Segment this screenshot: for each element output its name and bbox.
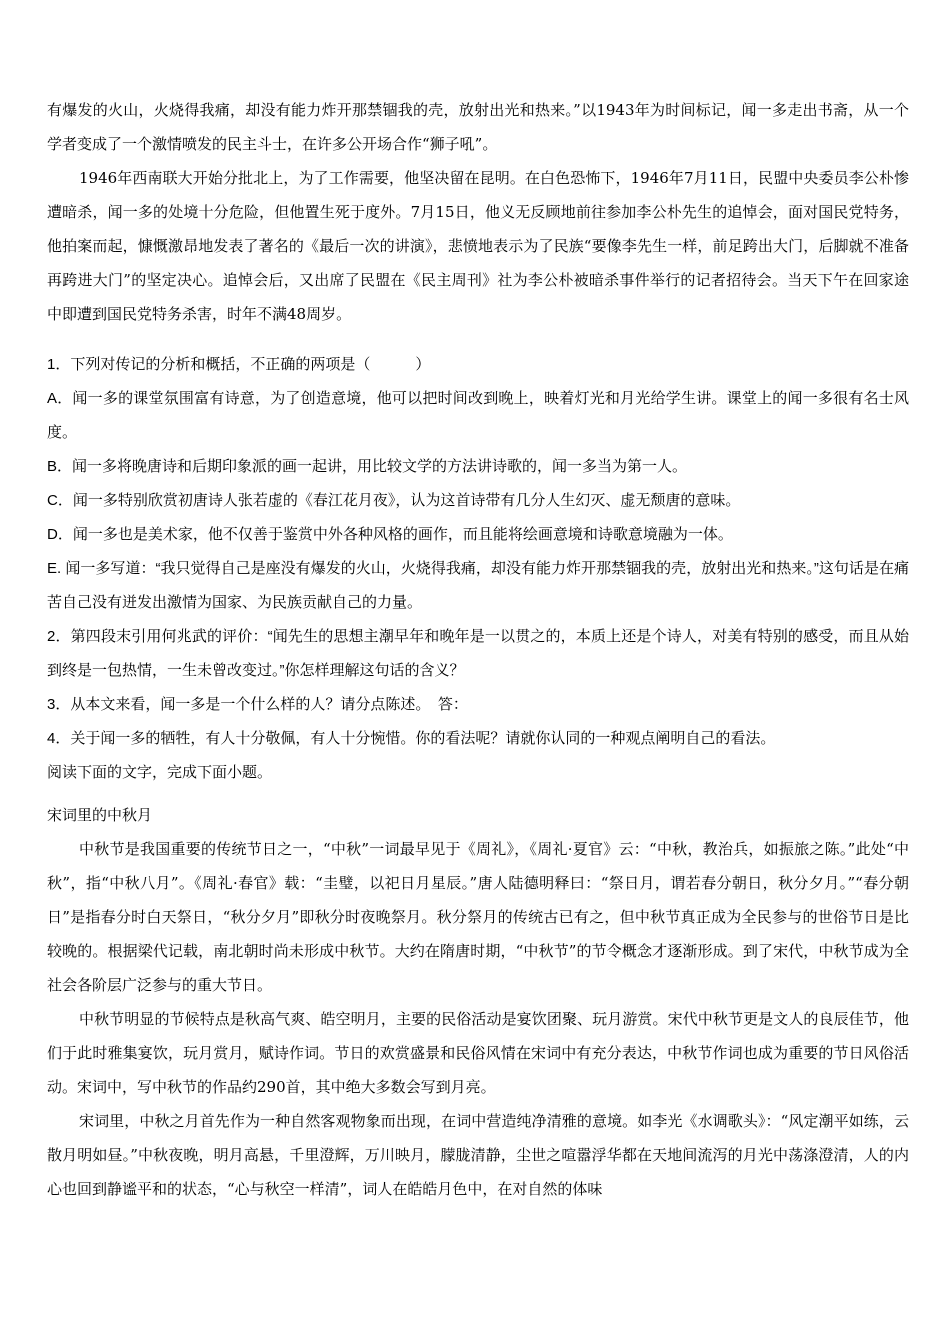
paragraph-text: 1946年西南联大开始分批北上，为了工作需要，他坚决留在昆明。在白色恐怖下，1946年7月11日，民盟中央委员李公朴惨遭暗杀，闻一多的处境十分危险，但他置生死于度外。7月15日，他义无反顾地前往参加李公朴先生的追悼会，面对国民党特务，他拍案而起，慷慨激昂地发表了著名的《最后一次的讲演》，悲愤地表示为了民族“要像李先生一样，前足跨出大门，后脚就不准备再跨进大门”的坚定决心。追悼会后，又出席了民盟在《民主周刊》社为李公朴被暗杀事件举行的记者招待会。当天下午在回家途中即遭到国民党特务杀害，时年不满48周岁。: [47, 169, 909, 323]
passage2: [47, 798, 909, 1206]
question-block: [47, 348, 909, 790]
question-1: 1．下列对传记的分析和概括，不正确的两项是（ ）: [47, 356, 431, 373]
option-e: E. 闻一多写道：“我只觉得自己是座没有爆发的火山，火烧得我痛，却没有能力炸开那禁锢我的壳，放射出光和热来。”这句话是在痛苦自己没有迸发出激情为国家、为民族贡献自己的力量。: [47, 560, 909, 611]
passage1-paragraph-1: [47, 93, 909, 161]
question-2: 2．第四段末引用何兆武的评价：“闻先生的思想主潮早年和晚年是一以贯之的，本质上还是个诗人，对美有特别的感受，而且从始到终是一包热情，一生未曾改变过。”你怎样理解这句话的含义？: [47, 628, 909, 679]
passage2-paragraph-3: 宋词里，中秋之月首先作为一种自然客观物象而出现，在词中营造纯净清雅的意境。如李光《水调歌头》：“风定潮平如练，云散月明如昼。”中秋夜晚，明月高悬，千里澄辉，万川映月，朦胧清静，尘世之喧嚣浮华都在天地间流泻的月光中荡涤澄清，人的内心也回到静谧平和的状态，“心与秋空一样清”，词人在皓皓月色中，在对自然的体味: [47, 1112, 909, 1198]
option-c: C．闻一多特别欣赏初唐诗人张若虚的《春江花月夜》，认为这首诗带有几分人生幻灭、虚无颓唐的意味。: [47, 492, 741, 509]
paragraph-text: 有爆发的火山，火烧得我痛，却没有能力炸开那禁锢我的壳，放射出光和热来。”以1943年为时间标记，闻一多走出书斋，从一个学者变成了一个激情喷发的民主斗士，在许多公开场合作“狮子吼”。: [47, 101, 909, 153]
option-a: A．闻一多的课堂氛围富有诗意，为了创造意境，他可以把时间改到晚上，映着灯光和月光给学生讲。课堂上的闻一多很有名士风度。: [47, 390, 909, 441]
passage1-paragraph-2: [47, 161, 909, 331]
passage2-title: 宋词里的中秋月: [47, 806, 153, 824]
question-4: 4．关于闻一多的牺牲，有人十分敬佩，有人十分惋惜。你的看法呢？请就你认同的一种观点阐明自己的看法。: [47, 730, 776, 747]
reading-instruction: 阅读下面的文字，完成下面小题。: [47, 764, 273, 781]
option-d: D．闻一多也是美术家，他不仅善于鉴赏中外各种风格的画作，而且能将绘画意境和诗歌意境融为一体。: [47, 526, 733, 543]
passage2-paragraph-2: 中秋节明显的节候特点是秋高气爽、皓空明月，主要的民俗活动是宴饮团聚、玩月游赏。宋代中秋节更是文人的良辰佳节，他们于此时雅集宴饮，玩月赏月，赋诗作词。节日的欢赏盛景和民俗风情在宋词中有充分表达，中秋节作词也成为重要的节日风俗活动。宋词中，写中秋节的作品约290首，其中绝大多数会写到月亮。: [47, 1010, 909, 1096]
option-b: B．闻一多将晚唐诗和后期印象派的画一起讲，用比较文学的方法讲诗歌的，闻一多当为第一人。: [47, 458, 688, 475]
passage2-paragraph-1: 中秋节是我国重要的传统节日之一，“中秋”一词最早见于《周礼》，《周礼·夏官》云：“中秋，教治兵，如振旅之陈。”此处“中秋”，指“中秋八月”。《周礼·春官》载：“圭璧，以祀日月星辰。”唐人陆德明释曰：“祭日月，谓若春分朝日，秋分夕月。”“春分朝日”是指春分时白天祭日，“秋分夕月”即秋分时夜晚祭月。秋分祭月的传统古已有之，但中秋节真正成为全民参与的世俗节日是比较晚的。根据梁代记载，南北朝时尚未形成中秋节。大约在隋唐时期，“中秋节”的节令概念才逐渐形成。到了宋代，中秋节成为全社会各阶层广泛参与的重大节日。: [47, 840, 909, 994]
question-3: 3．从本文来看，闻一多是一个什么样的人？请分点陈述。 答：: [47, 696, 468, 713]
